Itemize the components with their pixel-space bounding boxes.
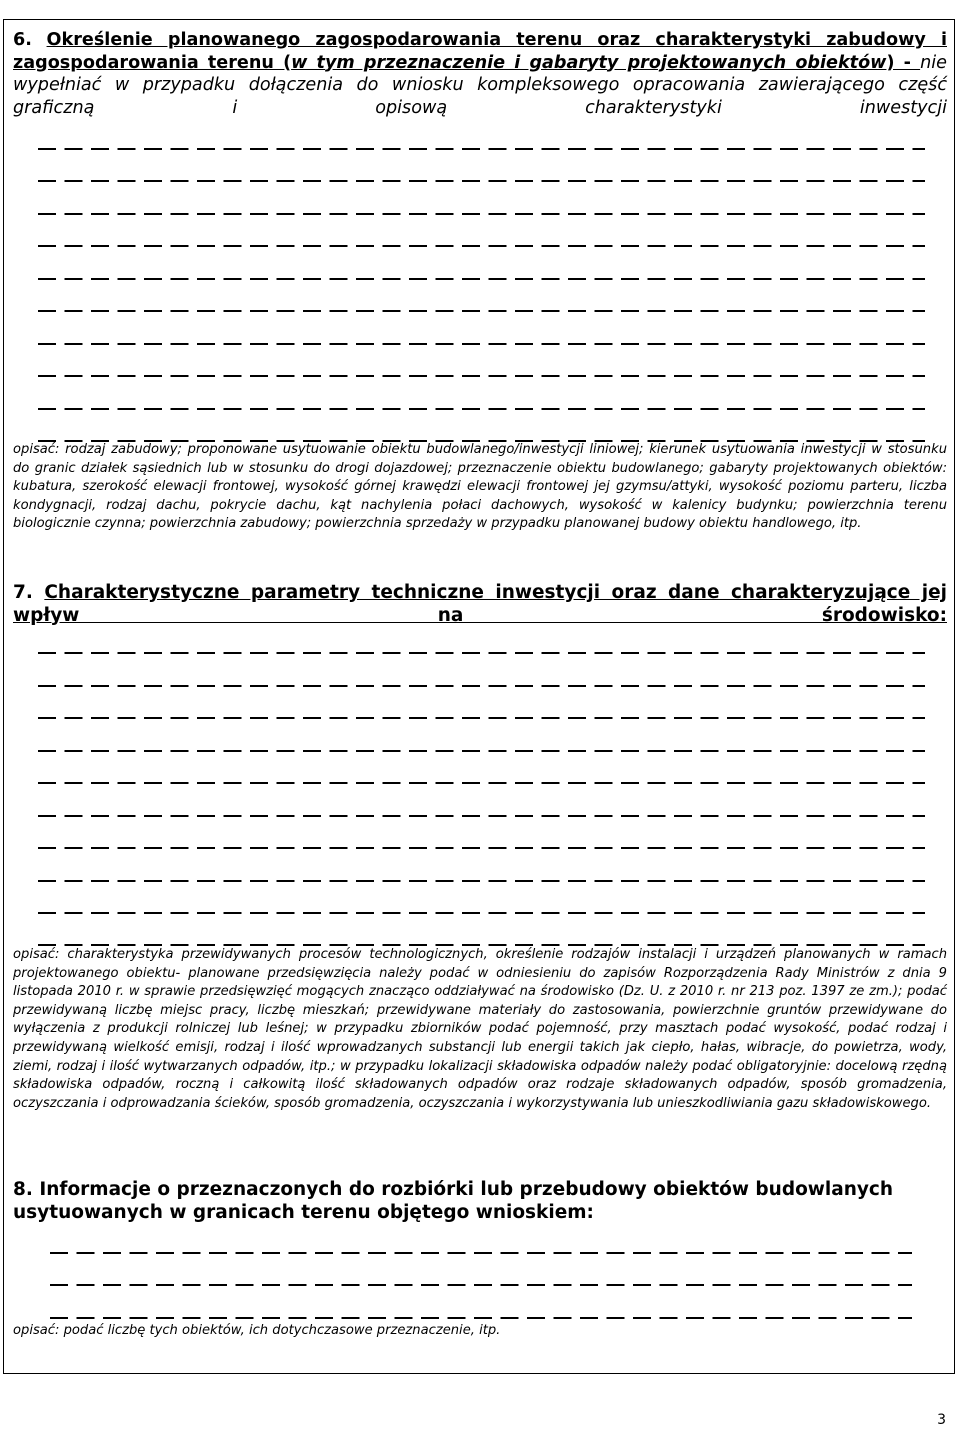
answer-line[interactable]	[38, 310, 925, 312]
answer-line[interactable]	[38, 685, 925, 687]
section-7-number: 7.	[13, 582, 33, 603]
answer-line[interactable]	[38, 245, 925, 247]
section-6-number: 6.	[13, 30, 32, 50]
answer-line[interactable]	[38, 815, 925, 817]
answer-line[interactable]	[38, 847, 925, 849]
answer-line[interactable]	[50, 1252, 912, 1254]
answer-line[interactable]	[38, 408, 925, 410]
answer-line[interactable]	[38, 343, 925, 345]
answer-line[interactable]	[38, 148, 925, 150]
answer-line[interactable]	[38, 375, 925, 377]
section-7-title: Charakterystyczne parametry techniczne inwestycji oraz dane charakteryzujące jej wpływ na środowisko:	[13, 582, 947, 626]
section-8-title: Informacje o przeznaczonych do rozbiórki lub przebudowy obiektów budowlanych usytuowanych w granicach terenu objętego wnioskiem:	[13, 1179, 894, 1223]
section-7-instruction: opisać: charakterystyka przewidywanych procesów technologicznych, określenie rodzajów instalacji i urządzeń planowanych w ramach projektowanego obiektu- planowane przedsięwzięcia należy podać w odniesieniu do zapisów Rozporządzenia Rady Ministrów z dnia 9 listopada 2010 r. w sprawie przedsięwzięć mogących znacząco oddziaływać na środowisko (Dz. U. z 2010 r. nr 213 poz. 1397 ze zm.); podać przewidywaną liczbę miejsc pracy, liczbę mieszkań; przewidywane materiały do zastosowania, powierzchnie gruntów przewidywane do wyłączenia z produkcji rolniczej lub leśnej; w przypadku zbiorników podać pojemność, przy masztach podać wysokość, podać rodzaj i przewidywaną wielkość emisji, rodzaj i ilość wprowadzanych substancji lub energii takich jak ciepło, hałas, wibracje, do powietrza, wody, ziemi, rodzaj i ilość wytwarzanych odpadów, itp.; w przypadku lokalizacji składowiska odpadów należy podać obligatoryjnie: docelową rzędną składowiska odpadów, roczną i całkowitą ilość składowanych odpadów oraz rodzaje składowanych odpadów, sposób gromadzenia, oczyszczania i odprowadzania ścieków, sposób gromadzenia, oczyszczania i wykorzystywania lub unieszkodliwiania gazu składowiskowego.	[13, 947, 947, 1111]
section-8-number: 8.	[13, 1179, 33, 1200]
section-6-title: Określenie planowanego zagospodarowania terenu oraz charakterystyki zabudowy i zagospodarowania terenu (w tym przeznaczenie i gabaryty projektowanych obiektów) -	[13, 30, 947, 73]
section-6-note: nie wypełniać w przypadku dołączenia do wniosku kompleksowego opracowania zawierającego część graficzną i opisową charakterystyki inwestycji	[13, 52, 947, 118]
answer-line[interactable]	[38, 912, 925, 914]
section-7-heading	[13, 582, 947, 627]
page-number: 3	[937, 1412, 946, 1428]
section-6-heading	[13, 29, 947, 119]
answer-line[interactable]	[38, 717, 925, 719]
answer-line[interactable]	[38, 213, 925, 215]
section-8-heading	[13, 1179, 947, 1224]
section-8-instruction: opisać: podać liczbę tych obiektów, ich dotychczasowe przeznaczenie, itp.	[13, 1323, 501, 1338]
answer-line[interactable]	[38, 880, 925, 882]
answer-line[interactable]	[50, 1317, 912, 1319]
answer-line[interactable]	[38, 180, 925, 182]
section-6-instruction: opisać: rodzaj zabudowy; proponowane usytuowanie obiektu budowlanego/inwestycji liniowej; kierunek usytuowania inwestycji w stosunku do granic działek sąsiednich lub w stosunku do drogi dojazdowej; przeznaczenie obiektu budowlanego; gabaryty projektowanych obiektów: kubatura, szerokość elewacji frontowej, wysokość górnej krawędzi elewacji frontowej jej gzymsu/attyki, wysokość poziomu parteru, liczba kondygnacji, rodzaj dachu, pokrycie dachu, kąt nachylenia połaci dachowych, wysokość w kalenicy budynku; powierzchnia terenu biologicznie czynna; powierzchnia zabudowy; powierzchnia sprzedaży w przypadku planowanej budowy obiektu handlowego, itp.	[13, 442, 947, 532]
answer-line[interactable]	[38, 278, 925, 280]
answer-line[interactable]	[38, 652, 925, 654]
answer-line[interactable]	[38, 750, 925, 752]
answer-line[interactable]	[38, 782, 925, 784]
answer-line[interactable]	[50, 1284, 912, 1286]
form-frame	[3, 19, 955, 1374]
